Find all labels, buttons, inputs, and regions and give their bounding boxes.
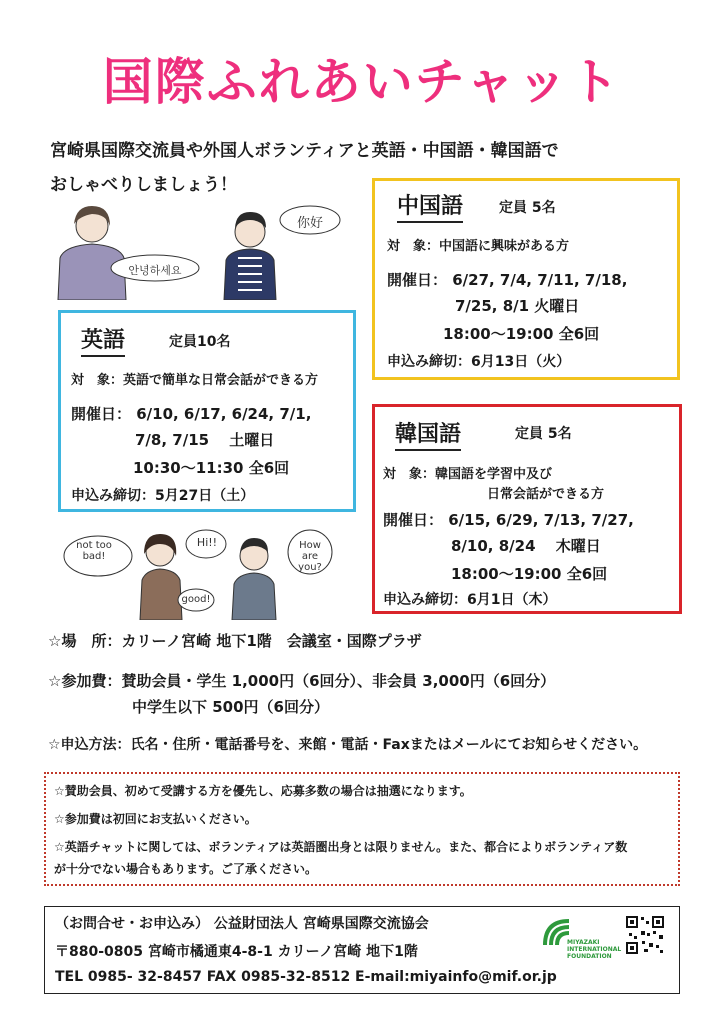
korean-deadline: 申込み締切：6月1日（木） (383, 592, 557, 608)
english-heading: 英語 (81, 323, 125, 357)
bubble-english-4: good! (181, 594, 211, 605)
korean-heading: 韓国語 (395, 417, 461, 451)
chinese-dates-2: 7/25, 8/1 火曜日 (455, 297, 580, 315)
contact-address: 〒880-0805 宮崎市橘通東4-8-1 カリーノ宮崎 地下1階 (55, 944, 418, 960)
korean-dates-2: 8/10, 8/24 木曜日 (451, 537, 601, 555)
info-apply: ☆申込方法：氏名・住所・電話番号を、来館・電話・Faxまたはメールにてお知らせください。 (48, 737, 648, 753)
english-dates-2: 7/8, 7/15 土曜日 (135, 431, 275, 449)
korean-time: 18:00〜19:00 全6回 (451, 565, 608, 583)
english-capacity: 定員10名 (169, 334, 231, 350)
bubble-english-2: Hi!! (196, 536, 218, 549)
english-time: 10:30〜11:30 全6回 (133, 459, 290, 477)
chinese-time: 18:00〜19:00 全6回 (443, 325, 600, 343)
logo-text-1: MIYAZAKI (567, 939, 600, 946)
page-title: 国際ふれあいチャット (102, 53, 622, 111)
note-1: ☆賛助会員、初めて受講する方を優先し、応募多数の場合は抽選になります。 (54, 784, 472, 798)
korean-target-2: 日常会話ができる方 (487, 487, 605, 502)
korean-course-box (372, 404, 682, 614)
intro-line-1: 宮崎県国際交流員や外国人ボランティアと英語・中国語・韓国語で (50, 141, 559, 161)
bubble-chinese: 你好 (296, 216, 323, 231)
contact-box (44, 906, 680, 994)
info-place: ☆場 所：カリーノ宮崎 地下1階 会議室・国際プラザ (48, 632, 422, 650)
qr-code-icon (625, 915, 665, 955)
korean-target-1: 対 象：韓国語を学習中及び (383, 467, 553, 482)
bubble-english-3: How are you? (298, 540, 322, 573)
chinese-dates-1: 開催日： 6/27, 7/4, 7/11, 7/18, (387, 271, 628, 289)
note-3: ☆英語チャットに関しては、ボランティアは英語圏出身とは限りません。また、都合によりボランティア数 (54, 840, 628, 854)
chinese-deadline: 申込み締切：6月13日（火） (387, 354, 571, 370)
intro-line-2: おしゃべりしましょう！ (50, 175, 237, 195)
logo-text-3: FOUNDATION (567, 953, 612, 960)
english-target: 対 象：英語で簡単な日常会話ができる方 (71, 373, 319, 388)
english-course-box (58, 310, 356, 512)
chinese-target: 対 象：中国語に興味がある方 (387, 239, 570, 254)
korean-capacity: 定員 5名 (515, 426, 572, 442)
notes-box (44, 772, 680, 886)
bubble-english-1: not too bad! (76, 540, 112, 562)
chinese-heading: 中国語 (397, 189, 463, 223)
note-4: が十分でない場合もあります。ご了承ください。 (54, 862, 318, 876)
info-fee-2: 中学生以下 500円（6回分） (132, 698, 329, 716)
english-deadline: 申込み締切：5月27日（土） (71, 488, 255, 504)
bubble-korean: 안녕하세요 (128, 264, 182, 277)
chinese-course-box (372, 178, 680, 380)
logo-text-2: INTERNATIONAL (567, 946, 622, 953)
info-fee-1: ☆参加費：賛助会員・学生 1,000円（6回分）、非会員 3,000円（6回分） (48, 672, 556, 690)
chinese-capacity: 定員 5名 (499, 200, 556, 216)
korean-dates-1: 開催日： 6/15, 6/29, 7/13, 7/27, (383, 511, 634, 529)
contact-phone: TEL 0985- 32-8457 FAX 0985-32-8512 E-mail:miyainfo@mif.or.jp (55, 969, 557, 985)
english-dates-1: 開催日： 6/10, 6/17, 6/24, 7/1, (71, 405, 312, 423)
contact-org: （お問合せ・お申込み） 公益財団法人 宮崎県国際交流協会 (55, 916, 429, 932)
note-2: ☆参加費は初回にお支払いください。 (54, 812, 257, 826)
